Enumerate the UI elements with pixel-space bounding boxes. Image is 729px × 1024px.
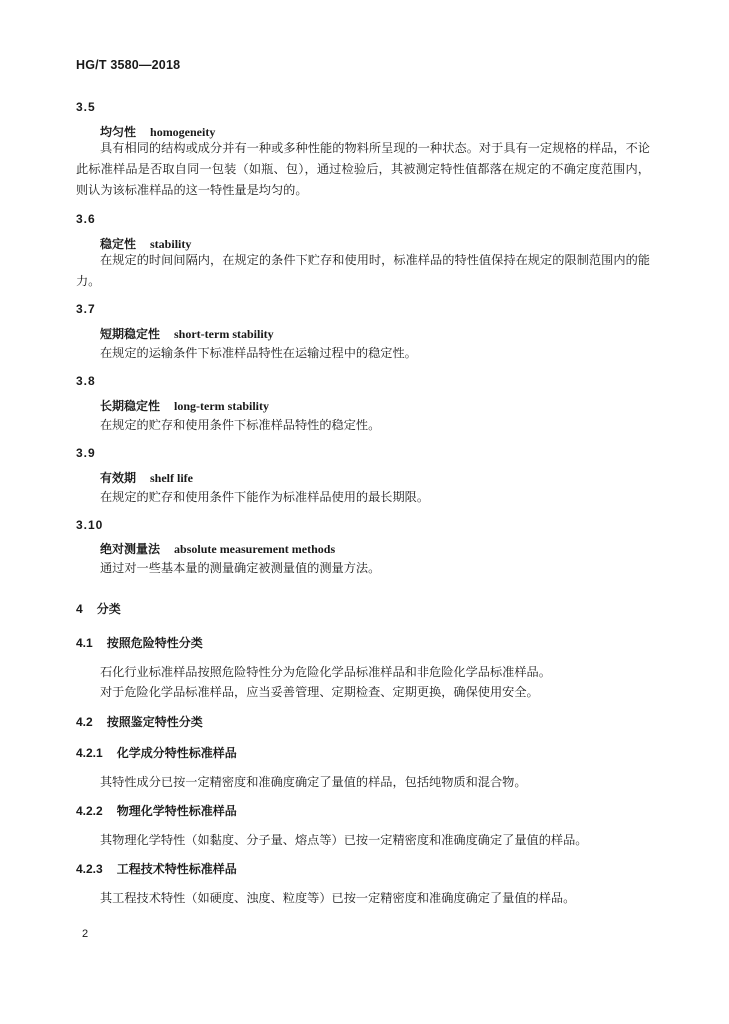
subsection-heading [76,634,203,651]
term-en: shelf life [150,471,194,485]
section-heading [76,600,121,617]
paragraph: 其特性成分已按一定精密度和准确度确定了量值的样品，包括纯物质和混合物。 [100,775,527,789]
term-zh: 绝对测量法 [100,542,161,556]
paragraph: 对于危险化学品标准样品，应当妥善管理、定期检查、定期更换，确保使用安全。 [100,685,539,699]
page-number: 2 [82,928,89,940]
term-heading [100,469,193,486]
paragraph: 其工程技术特性（如硬度、浊度、粒度等）已按一定精密度和准确度确定了量值的样品。 [100,891,576,905]
subsection-number: 4.1 [76,636,93,650]
paragraph: 其物理化学特性（如黏度、分子量、熔点等）已按一定精密度和准确度确定了量值的样品。 [100,833,588,847]
term-number: 3.9 [76,446,96,460]
subsection-number: 4.2.3 [76,862,103,876]
term-en: absolute measurement methods [174,542,336,556]
term-number: 3.8 [76,374,96,388]
term-definition: 在规定的贮存和使用条件下标准样品特性的稳定性。 [100,418,381,432]
term-definition: 通过对一些基本量的测量确定被测量值的测量方法。 [100,561,381,575]
subsection-number: 4.2.1 [76,746,103,760]
term-en: long-term stability [174,399,270,413]
subsection-title: 化学成分特性标准样品 [116,746,237,760]
term-number: 3.5 [76,100,96,114]
term-definition: 在规定的运输条件下标准样品特性在运输过程中的稳定性。 [100,346,417,360]
section-title: 分类 [96,602,121,616]
term-definition: 在规定的贮存和使用条件下能作为标准样品使用的最长期限。 [100,490,430,504]
term-en: short-term stability [174,327,274,341]
subsection-title: 按照危险特性分类 [106,636,203,650]
subsection-number: 4.2 [76,715,93,729]
subsection-heading [76,802,237,819]
subsection-title: 按照鉴定特性分类 [106,715,203,729]
definition-text: 在规定的时间间隔内，在规定的条件下贮存和使用时，标准样品的特性值保持在规定的限制范围内的能力。 [76,253,650,288]
subsection-title: 物理化学特性标准样品 [116,804,237,818]
term-zh: 长期稳定性 [100,399,161,413]
term-heading [100,325,274,342]
subsection-heading [76,713,203,730]
term-en: homogeneity [150,125,216,139]
term-number: 3.10 [76,518,104,532]
term-definition [76,138,650,201]
term-definition [76,250,650,292]
definition-text: 具有相同的结构或成分并有一种或多种性能的物料所呈现的一种状态。对于具有一定规格的样品，不论此标准样品是否取自同一包装（如瓶、包），通过检验后，其被测定特性值都落在规定的不确定度范围内，则认为该标准样品的这一特性量是均匀的。 [76,141,650,197]
subsection-heading [76,860,237,877]
term-zh: 短期稳定性 [100,327,161,341]
paragraph: 石化行业标准样品按照危险特性分为危险化学品标准样品和非危险化学品标准样品。 [100,665,551,679]
term-heading [100,540,335,557]
term-zh: 均匀性 [100,125,137,139]
subsection-heading [76,744,237,761]
section-number: 4 [76,602,83,616]
standard-code: HG/T 3580—2018 [76,58,181,72]
term-zh: 有效期 [100,471,137,485]
subsection-number: 4.2.2 [76,804,103,818]
term-number: 3.6 [76,212,96,226]
term-en: stability [150,237,192,251]
subsection-title: 工程技术特性标准样品 [116,862,237,876]
term-number: 3.7 [76,302,96,316]
term-heading [100,397,269,414]
term-zh: 稳定性 [100,237,137,251]
